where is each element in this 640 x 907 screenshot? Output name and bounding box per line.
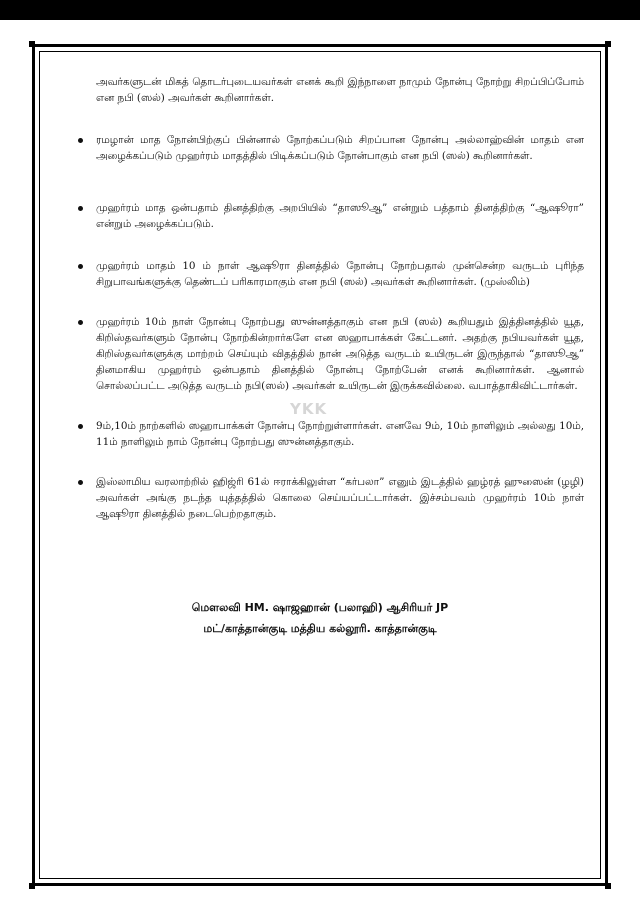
- bullet-item: [78, 200, 584, 232]
- top-black-bar: [0, 0, 640, 20]
- border-corner-bottom-left: [29, 883, 35, 889]
- signature-name: மௌலவி HM. ஷாஜஹான் (பலாஹி) ஆசிரியர் JP: [191, 601, 449, 614]
- bullet-text: ரமழான் மாத நோன்பிற்குப் பின்னால் நோற்கப்படும் சிறப்பான நோன்பு அல்லாஹ்வின் மாதம் என அழைக்கப்படும் முஹர்ரம் மாதத்தில் பிடிக்கப்படும் நோன்பாகும் என நபி (ஸல்) கூறினார்கள்.: [96, 134, 584, 162]
- bullet-text: முஹர்ரம் மாதம் 10 ம் நாள் ஆஷூரா தினத்தில் நோன்பு நோற்பதால் முன்சென்ற வருடம் புரிந்த சிறுபாவங்களுக்கு தெண்டப் பரிகாரமாகும் என நபி (ஸல்) அவர்கள் கூறினார்கள். (முஸ்லிம்): [96, 260, 584, 288]
- bullet-icon: [78, 138, 83, 143]
- bullet-icon: [78, 320, 83, 325]
- border-corner-bottom-right: [605, 883, 611, 889]
- bullet-item: [78, 418, 584, 450]
- bullet-text: 9ம்,10ம் நாற்களில் ஸஹாபாக்கள் நோன்பு நோற்றுள்ளார்கள். எனவே 9ம், 10ம் நாளிலும் அல்லது 10ம், 11ம் நாளிலும் நாம் நோன்பு நோற்பது ஸுன்னத்தாகும்.: [96, 420, 584, 448]
- bullet-icon: [78, 264, 83, 269]
- bullet-icon: [78, 206, 83, 211]
- signature-institution: மட்/காத்தான்குடி மத்திய கல்லூரி. காத்தான்குடி: [203, 622, 437, 635]
- bullet-icon: [78, 480, 83, 485]
- bullet-item: [78, 258, 584, 290]
- intro-paragraph: [78, 74, 584, 106]
- bullet-text: இஸ்லாமிய வரலாற்றில் ஹிஜ்ரி 61ல் ஈராக்கிலுள்ள “கர்பலா” எனும் இடத்தில் ஹழ்ரத் ஹுஸைன் (ழழி) அவர்கள் அங்கு நடந்த யுத்தத்தில் கொலை செய்யப்பட்டார்கள். இச்சம்பவம் முஹர்ரம் 10ம் நாள் ஆஷூரா தினத்தில் நடைபெற்றதாகும்.: [96, 476, 584, 520]
- intro-text: அவர்களுடன் மிகத் தொடர்புடையவர்கள் எனக் கூறி இந்நாளை நாமும் நோன்பு நோற்று சிறப்பிப்போம் என நபி (ஸல்) அவர்கள் கூறினார்கள்.: [96, 76, 584, 104]
- border-corner-top-right: [605, 41, 611, 47]
- document-body: [78, 74, 584, 522]
- border-corner-top-left: [29, 41, 35, 47]
- bullet-item: [78, 132, 584, 164]
- watermark: YKK: [290, 400, 328, 418]
- bullet-text: முஹர்ரம் 10ம் நாள் நோன்பு நோற்பது ஸுன்னத்தாகும் என நபி (ஸல்) கூறியதும் இத்தினத்தில் யூத, கிறிஸ்தவர்களும் நோன்பு நோற்கின்றார்களே என ஸஹாபாக்கள் கேட்டனர். அதற்கு நபியவர்கள் யூத, கிறிஸ்தவர்களுக்கு மாற்றம் செய்யும் விதத்தில் நான் அடுத்த வருடம் உயிருடன் இருந்தால் “தாஸூஆ” தினமாகிய முஹர்ரம் ஒன்பதாம் தினத்தில் நோன்பு நோற்பேன் எனக் கூறினார்கள். ஆனால் சொல்லப்பட்ட அடுத்த வருடம் நபி(ஸல்) அவர்கள் உயிருடன் இருக்கவில்லை. வபாத்தாகிவிட்டார்கள்.: [96, 316, 584, 392]
- bullet-text: முஹர்ரம் மாத ஒன்பதாம் தினத்திற்கு அறபியில் “தாஸூஆ” என்றும் பத்தாம் தினத்திற்கு “ஆஷூரா” என்றும் அழைக்கப்படும்.: [96, 202, 584, 230]
- bullet-item: [78, 314, 584, 394]
- bullet-item: [78, 474, 584, 522]
- bullet-icon: [78, 424, 83, 429]
